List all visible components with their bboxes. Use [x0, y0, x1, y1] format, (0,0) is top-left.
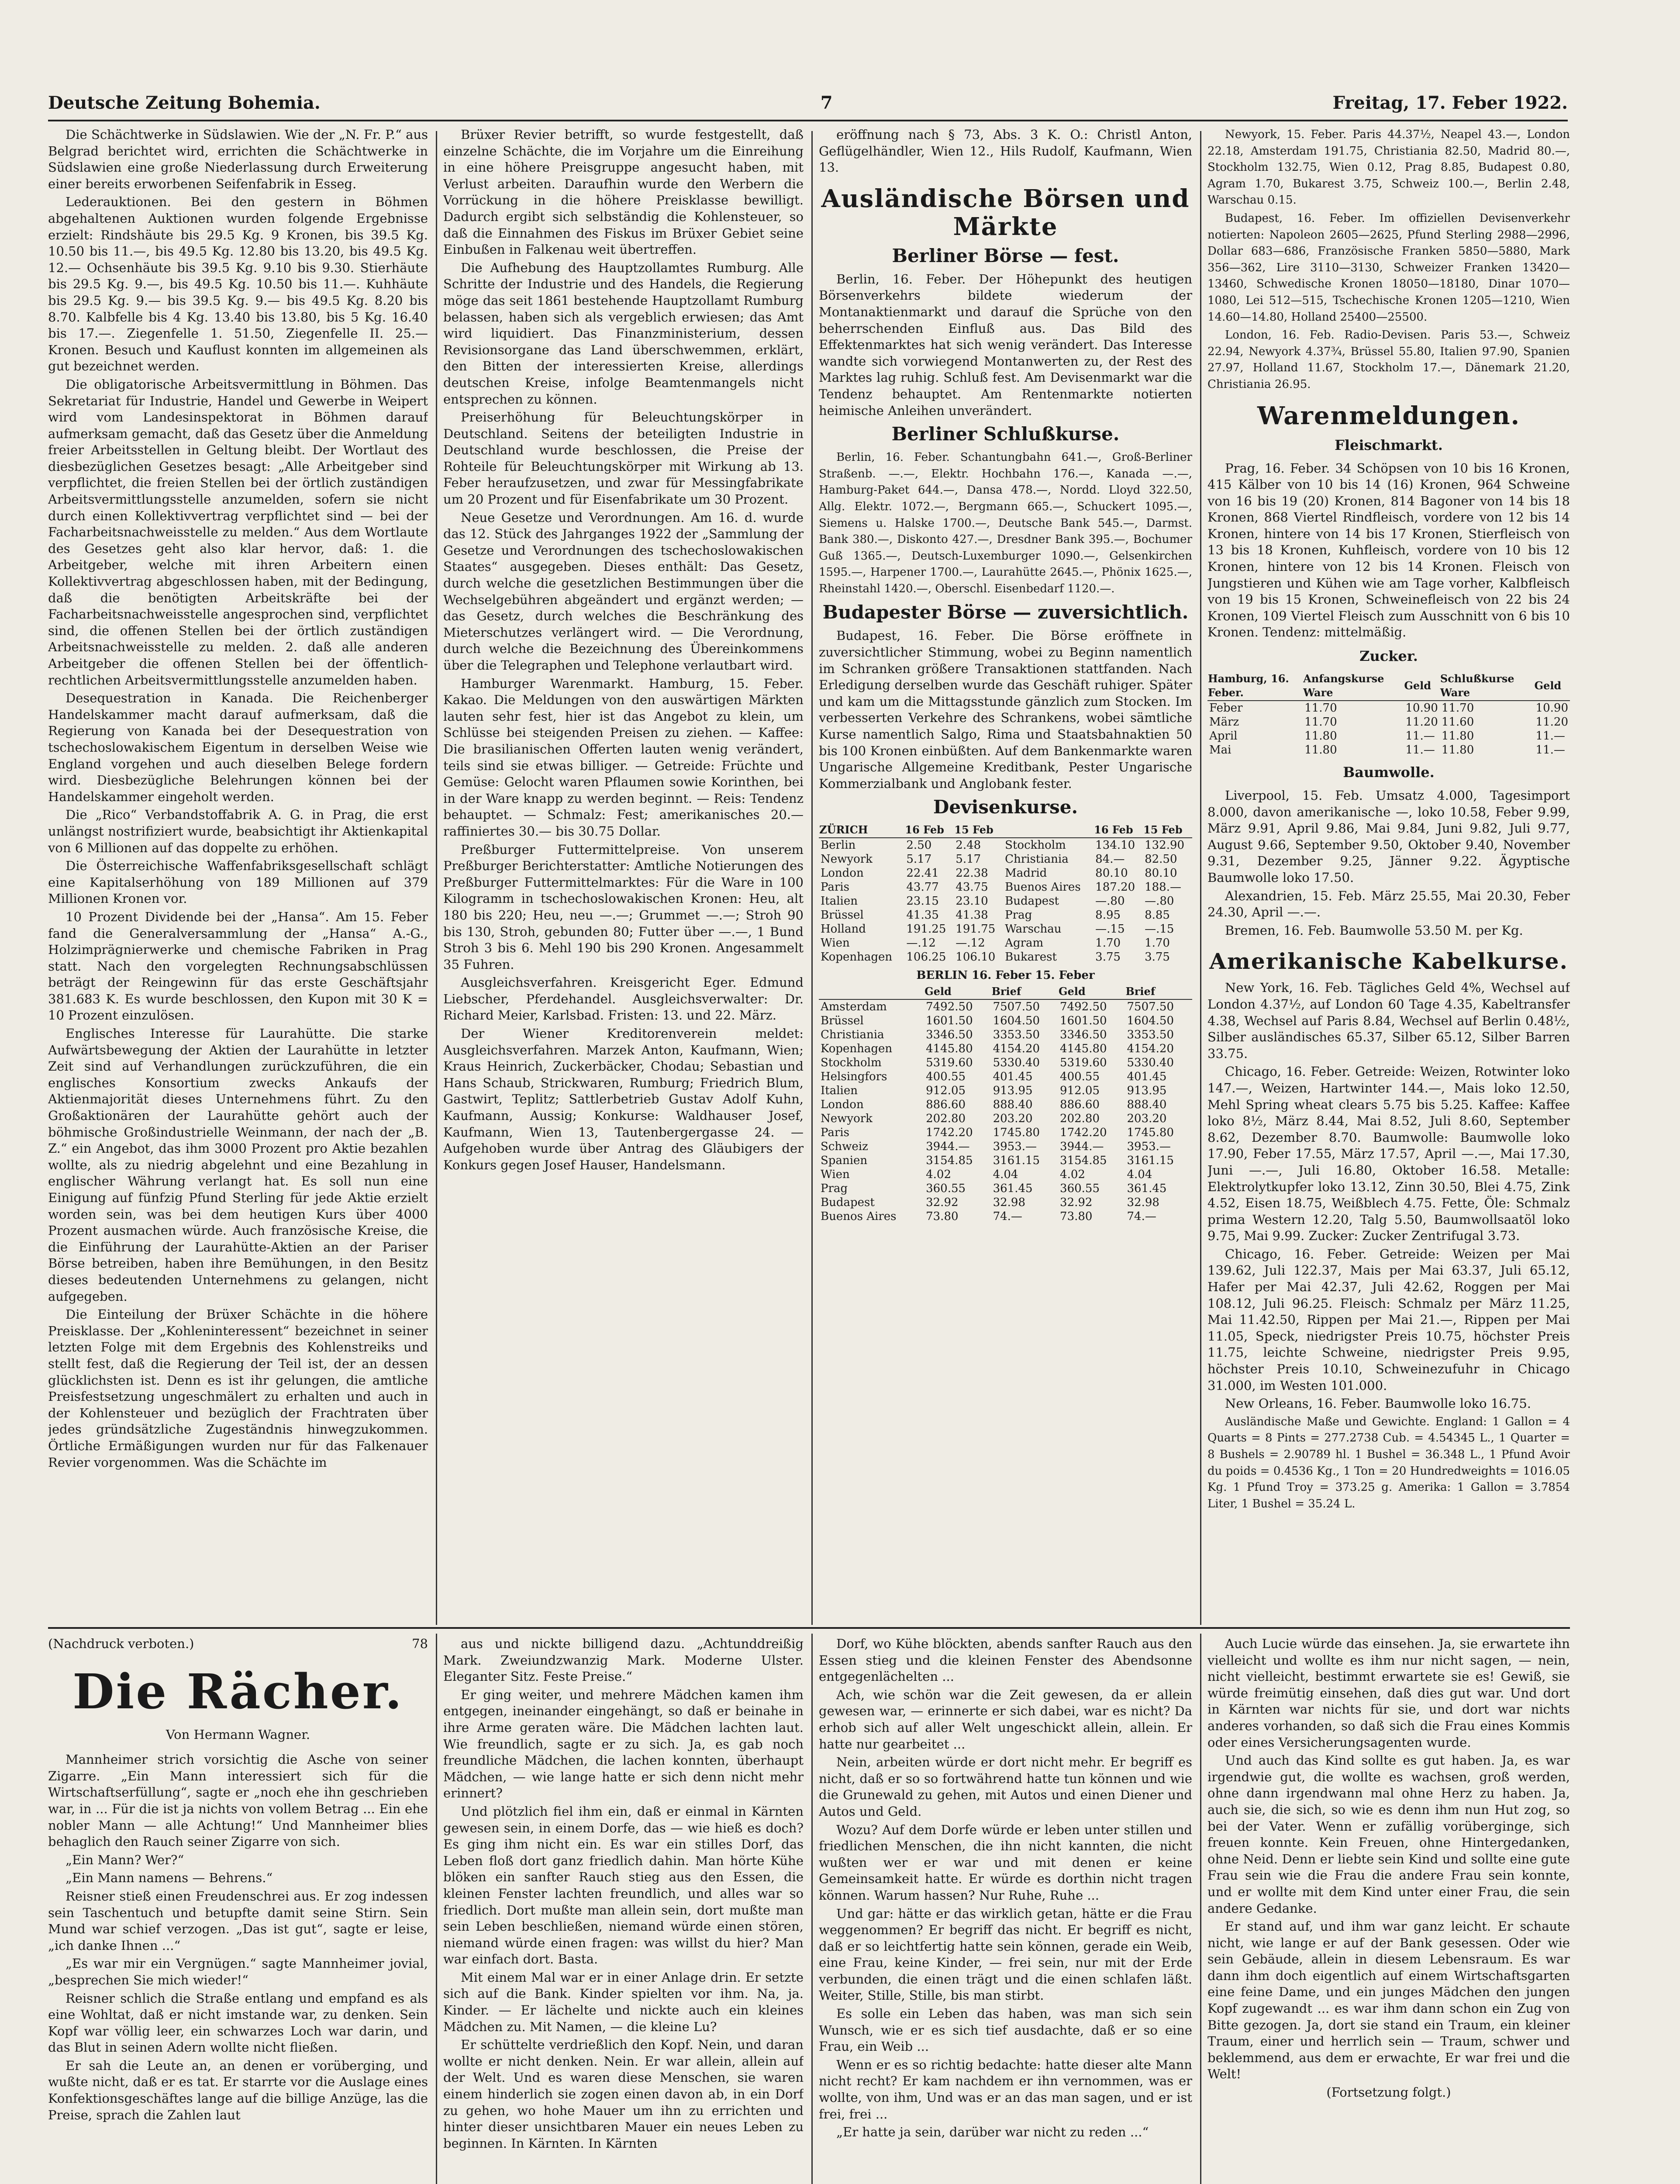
table-cell: 4.04: [1127, 1168, 1152, 1181]
table-cell: 11.—: [1405, 729, 1435, 743]
table-cell: Newyork: [821, 853, 873, 866]
article-paragraph: eröffnung nach § 73, Abs. 3 K. O.: Christl Anton, Geflügelhändler, Wien 12., Hils Rudolf, Kaufmann, Wien 13.: [819, 127, 1192, 175]
berlin-rate-row: [819, 1112, 1192, 1126]
serial-paragraph: aus und nickte billigend dazu. „Achtunddreißig Mark. Zweiundzwanzig Mark. Moderne Ulster. Eleganter Sitz. Feste Preise.“: [443, 1636, 804, 1684]
article-paragraph: Prag, 16. Feber. 34 Schöpsen von 10 bis 16 Kronen, 415 Kälber von 10 bis 14 (16) Kronen, 964 Schweine von 16 bis 19 (20) Kronen, 814 Bagoner von 14 bis 18 Kronen, 868 Viertel Rindfleisch, vordere von 12 bis 14 Kronen, hintere von 14 bis 17 Kronen, Stierfleisch von 13 bis 18 Kronen, Kuhfleisch, vordere von 10 bis 12 Kronen, hintere von 12 bis 14 Kronen. Fleisch von Jungstieren und Kühen wie am Tage vorher, Kalbfleisch von 19 bis 15 Kronen, Schweinefleisch von 22 bis 24 Kronen, 109 Viertel Fleisch zum Ausschnitt von 6 bis 10 Kronen. Tendenz: mittelmäßig.: [1207, 460, 1570, 640]
berlin-rate-row: [819, 1056, 1192, 1070]
sugar-row: [1207, 715, 1570, 729]
table-cell: 1.70: [1145, 936, 1170, 950]
table-cell: Prag: [821, 1182, 848, 1195]
article-paragraph: Englisches Interesse für Laurahütte. Die starke Aufwärtsbewegung der Aktien der Laurahütte in letzter Zeit sind auf Verhandlungen zurückzuführen, die ein englisches Konsortium zwecks Ankaufs der Aktienmajorität dieses Unternehmens führt. Zu den Großaktionären der Laurahütte gehört auch der böhmische Großindustrielle Weinmann, der nach der „B. Z.“ ein Angebot, das ihm 3000 Prozent pro Aktie bezahlen wollte, als zu niedrig abgelehnt und eine Bezahlung in englischer Währung verlangt hat. Es soll nun eine Einigung auf fünfzig Pfund Sterling für jede Aktie erzielt worden sein, was bei dem heutigen Kurs über 4000 Prozent ausmachen würde. Auch französische Kreise, die die Einführung der Laurahütte-Aktien an der Pariser Börse betreiben, haben ihre Bemühungen, in den Besitz dieses bedeutenden Unternehmens zu gelangen, nicht aufgegeben.: [48, 1026, 428, 1304]
table-cell: 4145.80: [926, 1042, 973, 1055]
table-cell: 187.20: [1095, 881, 1135, 894]
table-cell: 202.80: [926, 1112, 966, 1125]
table-cell: Budapest: [821, 1196, 875, 1209]
table-cell: 106.10: [956, 950, 996, 964]
table-header-cell: Schlußkurse Ware: [1440, 671, 1534, 701]
zurich-rate-row: [819, 880, 1192, 894]
berlin-exchange-title: Berliner Börse — fest.: [892, 245, 1119, 266]
berlin-rate-row: [819, 1154, 1192, 1168]
berlin-rate-row: [819, 1098, 1192, 1112]
column-rule: [811, 1634, 813, 2184]
serial-title: Die Rächer.: [72, 1663, 404, 1720]
table-cell: 11.80: [1304, 729, 1337, 743]
berlin-rate-row: [819, 1014, 1192, 1028]
table-cell: 41.38: [956, 909, 988, 922]
table-cell: Warschau: [1005, 923, 1062, 936]
table-cell: 913.95: [1127, 1084, 1167, 1097]
table-cell: Berlin: [821, 839, 856, 852]
table-header-cell: 15 Feb: [1143, 822, 1192, 838]
serial-column-4: [1207, 1636, 1570, 2184]
table-cell: 5330.40: [993, 1056, 1040, 1069]
table-cell: 11.70: [1304, 702, 1337, 715]
table-cell: 82.50: [1145, 853, 1177, 866]
article-paragraph: Chicago, 16. Feber. Getreide: Weizen per Mai 139.62, Juli 122.37, Mais per Mai 63.37, Juli 65.12, Hafer per Mai 42.37, Juli 42.62, Roggen per Mai 108.12, Juli 96.25. Fleisch: Schmalz per März 11.25, Mai 11.42.50, Rippen per Mai 21.—, Rippen per Mai 11.05, Speck, niedrigster Preis 10.75, höchster Preis 11.75, leichte Schweine, niedrigster Preis 9.95, höchster Preis 10.10, Schweinezufuhr in Chicago 31.000, im Westen 101.000.: [1207, 1246, 1570, 1393]
table-cell: 203.20: [993, 1112, 1033, 1125]
serial-paragraph: Reisner stieß einen Freudenschrei aus. Er zog indessen sein Taschentuch und betupfte damit seine Stirn. Sein Mund war schief verzogen. „Das ist gut“, sagte er leise, „ich danke Ihnen ...“: [48, 1888, 428, 1953]
table-cell: 400.55: [1060, 1070, 1100, 1083]
table-cell: 11.20: [1405, 715, 1438, 729]
serial-paragraph: „Es war mir ein Vergnügen.“ sagte Mannheimer jovial, „besprechen Sie mich wieder!“: [48, 1956, 428, 1987]
table-header-cell: Geld: [1404, 671, 1439, 701]
table-cell: Prag: [1005, 909, 1032, 922]
table-cell: 1742.20: [926, 1126, 973, 1139]
table-cell: Paris: [821, 1126, 849, 1139]
table-cell: 5.17: [906, 853, 932, 866]
table-cell: 886.60: [926, 1098, 966, 1111]
serial-column-3: [819, 1636, 1192, 2184]
table-cell: 11.70: [1304, 715, 1337, 729]
article-paragraph: Lederauktionen. Bei den gestern in Böhmen abgehaltenen Auktionen wurden folgende Ergebnisse erzielt: Rindshäute bis 29.5 Kg. 9 Kronen, bis 39.5 Kg. 10.50 bis 11.—, bis 49.5 Kg. 12.80 bis 13.20, bis 49.5 Kg. 12.— Ochsenhäute bis 39.5 Kg. 9.10 bis 9.30. Stierhäute bis 29.5 Kg. 9.—, bis 49.5 Kg. 10.50 bis 11.—. Kuhhäute bis 29.5 Kg. 9.— bis 39.5 Kg. 9.— bis 49.5 Kg. 8.20 bis 8.70. Kalbfelle bis 4 Kg. 13.40 bis 13.80, bis 5 Kg. 16.40 bis 17.—. Ziegenfelle 1. 51.50, Ziegenfelle II. 25.— Kronen. Besuch und Kauflust konnten im allgemeinen als gut bezeichnet werden.: [48, 194, 428, 374]
serial-paragraph: Nein, arbeiten würde er dort nicht mehr. Er begriff es nicht, daß er so so fortwährend hatte tun können und wie die Grunewald zu gehen, mit Autos und einen Diener und Autos und Geld.: [819, 1755, 1192, 1819]
article-paragraph: Die obligatorische Arbeitsvermittlung in Böhmen. Das Sekretariat für Industrie, Handel und Gewerbe in Weipert wird vom Landesinspektorat in Böhmen darauf aufmerksam gemacht, daß das Gesetz über die Anmeldung freier Arbeitsstellen in Geltung bleibt. Der Wortlaut des diesbezüglichen Gesetzes besagt: „Alle Arbeitgeber sind verpflichtet, die freien Stellen bei der örtlich zuständigen Arbeitsvermittlungsstelle anzumelden, sofern sie nicht durch einen Kollektivvertrag verpflichtet sind — bei der Facharbeitsnachweisstelle zu melden.“ Aus dem Wortlaute des Gesetzes geht also klar hervor, daß: 1. die Arbeitgeber, welche mit ihren Arbeitern einen Kollektivvertrag abgeschlossen haben, mit der Bedingung, daß die benötigten Arbeitskräfte bei der Facharbeitsnachweisstelle angesprochen sind, verpflichtet sind, die offenen Stellen bei der örtlich zuständigen Arbeitsnachweisstelle zu melden. 2. daß alle anderen Arbeitgeber die offenen Stellen bei der öffentlich-rechtlichen Arbeitsvermittlungsstelle anzumelden haben.: [48, 377, 428, 688]
article-paragraph: Die Einteilung der Brüxer Schächte in die höhere Preisklasse. Der „Kohleninteressent“ bezeichnet in seiner letzten Folge mit dem Ergebnis des Kohlenstreiks und stellt fest, daß die Regierung der Teil ist, der an dessen glücklichsten ist. Denn es ist ihr gelungen, die amtliche Preisfestsetzung ungeschmälert zu erhalten und auch in der Kohlensteuer und bezüglich der Frachtraten über jedes gründsätzliche Zugeständnis hinwegzukommen. Örtliche Ermäßigungen wurden nur für das Falkenauer Revier vorgenommen. Was die Schächte im: [48, 1307, 428, 1470]
article-paragraph: Berlin, 16. Feber. Schantungbahn 641.—, Groß-Berliner Straßenb. —.—, Elektr. Hochbahn 176.—, Kanada —.—, Hamburg-Paket 644.—, Dansa 478.—, Nordd. Lloyd 322.50, Allg. Elektr. 1072.—, Bergmann 665.—, Schuckert 1095.—, Siemens u. Halske 1700.—, Deutsche Bank 545.—, Darmst. Bank 380.—, Diskonto 427.—, Dresdner Bank 395.—, Bochumer Guß 1365.—, Deutsch-Luxemburger 1090.—, Gelsenkirchen 1595.—, Harpener 1700.—, Laurahütte 2645.—, Phönix 1625.—, Rheinstahl 1420.—, Oberschl. Eisenbedarf 1120.—.: [819, 451, 1192, 595]
column-economy-1: [48, 127, 428, 1621]
table-cell: 202.80: [1060, 1112, 1100, 1125]
section-title-foreign-exchanges: Ausländische Börsen und Märkte: [821, 184, 1190, 241]
berlin-closing-title: Berliner Schlußkurse.: [891, 423, 1120, 445]
table-cell: 41.35: [906, 909, 939, 922]
table-cell: 43.77: [906, 881, 939, 894]
table-cell: 1742.20: [1060, 1126, 1107, 1139]
zurich-rate-row: [819, 950, 1192, 964]
table-cell: 203.20: [1127, 1112, 1167, 1125]
table-cell: Feber: [1209, 702, 1243, 715]
table-cell: Italien: [821, 895, 858, 908]
reprint-note: (Nachdruck verboten.): [48, 1636, 194, 1651]
table-cell: 191.75: [956, 923, 996, 936]
article-paragraph: Berlin, 16. Feber. Der Höhepunkt des heutigen Börsenverkehrs bildete wiederum der Montanaktienmarkt und darauf die Sprüche von den beherrschenden Einfluß aus. Das Bild des Effektenmarktes hat sich wenig verändert. Das Interesse wandte sich vorwiegend Montanwerten zu, der Rest des Marktes lag ruhig. Schluß fest. Am Devisenmarkt war die Tendenz behauptet. Am Rentenmarkte notierten heimische Anleihen unverändert.: [819, 271, 1192, 418]
table-cell: Amsterdam: [821, 1000, 887, 1013]
article-paragraph: Die Schächtwerke in Südslawien. Wie der „N. Fr. P.“ aus Belgrad berichtet wird, errichten die Schächtwerke in Südslawien eine große Niederlassung durch Erweiterung einer bereits erworbenen Seifenfabrik in Esseg.: [48, 127, 428, 191]
table-cell: 360.55: [926, 1182, 966, 1195]
table-cell: —.15: [1095, 923, 1125, 936]
table-cell: 73.80: [1060, 1210, 1093, 1223]
table-cell: —.15: [1145, 923, 1174, 936]
table-cell: 401.45: [1127, 1070, 1167, 1083]
table-cell: 84.—: [1095, 853, 1125, 866]
table-cell: 3346.50: [1060, 1028, 1107, 1041]
zurich-rate-row: [819, 908, 1192, 922]
table-cell: 80.10: [1095, 867, 1128, 880]
table-cell: 4154.20: [993, 1042, 1040, 1055]
table-cell: 11.60: [1441, 715, 1474, 729]
column-economy-2: [443, 127, 804, 1621]
serial-paragraph: Und plötzlich fiel ihm ein, daß er einmal in Kärnten gewesen sein, in einem Dorfe, das — wie hieß es doch? Es ging ihm nicht ein. Es war ein stilles Dorf, das Leben floß dort ganz friedlich dahin. Man hörte Kühe blöken ein sanfter Rauch stieg aus den Essen, die kleinen Fenster lachten freundlich, und alles war so friedlich. Dort mußte man allein sein, dort mußte man sein Leben beschließen, niemand würde einen stören, niemand würde einen fragen: was willst du hier? Man war einfach dort. Basta.: [443, 1804, 804, 1967]
table-header-cell: Anfangskurse Ware: [1303, 671, 1404, 701]
continued-note: (Fortsetzung folgt.): [1326, 2085, 1451, 2100]
table-cell: 5319.60: [1060, 1056, 1107, 1069]
newspaper-name: Deutsche Zeitung Bohemia.: [48, 92, 321, 113]
sugar-table: [1207, 671, 1570, 757]
table-cell: 3953.—: [1127, 1140, 1171, 1153]
article-paragraph: Newyork, 15. Feber. Paris 44.37½, Neapel 43.—, London 22.18, Amsterdam 191.75, Christiania 82.50, Madrid 80.—, Stockholm 132.75, Wien 0.12, Prag 8.85, Budapest 0.80, Agram 1.70, Bukarest 3.75, Schweiz 100.—, Berlin 2.48, Warschau 0.15.: [1207, 128, 1570, 207]
article-paragraph: Budapest, 16. Feber. Die Börse eröffnete in zuversichtlicher Stimmung, wobei zu Beginn namentlich im Schranken größere Transaktionen stattfanden. Nach Erledigung derselben wurde das Geschäft ruhiger. Später und kam um die Mittagsstunde gänzlich zum Stocken. Im verbesserten Verkehre des Schrankens, wobei sämtliche Kurse namentlich Salgo, Rima und Staatsbahnaktien 50 bis 100 Kronen einbüßten. Auf dem Bankenmarkte waren Ungarische Allgemeine Kreditbank, Pester Ungarische Kommerzialbank und Anglobank fester.: [819, 628, 1192, 791]
section-title-american-cables: Amerikanische Kabelkurse.: [1209, 948, 1568, 975]
table-cell: 4154.20: [1127, 1042, 1174, 1055]
table-cell: 1604.50: [993, 1014, 1040, 1027]
serial-meta: [48, 1636, 428, 1652]
table-cell: 7492.50: [1060, 1000, 1107, 1013]
table-cell: 3.75: [1145, 950, 1170, 964]
column-rule: [436, 1634, 437, 2184]
table-cell: 1745.80: [993, 1126, 1040, 1139]
table-cell: Stockholm: [821, 1056, 882, 1069]
serial-number: 78: [412, 1636, 428, 1651]
table-cell: Christiania: [1005, 853, 1069, 866]
table-cell: 360.55: [1060, 1182, 1100, 1195]
serial-paragraph: Er ging weiter, und mehrere Mädchen kamen ihm entgegen, ineinander eingehängt, so daß er beinahe in ihre Arme geraten wäre. Die Mädchen lachten laut. Wie freundlich, sagte er zu sich. Ja, es gab noch freundliche Mädchen, die lachen konnten, überhaupt Mädchen, — wie lange hatte er sich denn nicht mehr erinnert?: [443, 1687, 804, 1801]
serial-paragraph: „Ein Mann? Wer?“: [66, 1852, 184, 1867]
berlin-rates-table: [819, 984, 1192, 1223]
article-paragraph: 10 Prozent Dividende bei der „Hansa“. Am 15. Feber fand die Generalversammlung der „Hansa“ A.-G., Holzimprägnierwerke und chemische Fabriken in Prag statt. Nach den vorgelegten Rechnungsabschlüssen beträgt der Reingewinn für das erste Geschäftsjahr 381.683 K. Es wurde beschlossen, den Kupon mit 30 K = 10 Prozent einzulösen.: [48, 909, 428, 1023]
table-cell: London: [821, 1098, 864, 1111]
serial-paragraph: Und auch das Kind sollte es gut haben. Ja, es war irgendwie gut, die wollte es wachsen, groß werden, ohne dann irgendwann mal ohne Herz zu haben. Ja, auch sie, die sich, so wie es denn ihm nun Hut zog, so bei der Vater. Wenn er zufällig vorüberginge, sich freuen konnte. Kein Freuen, ohne Hintergedanken, ohne Neid. Denn er liebte sein Kind und sollte eine gute Frau sein wie die Frau die andere Frau sein konnte, und er wollte mit dem Kind unter einer Frau, die sein andere Gedanke.: [1207, 1753, 1570, 1916]
table-cell: 23.10: [956, 895, 988, 908]
serial-paragraph: Dorf, wo Kühe blöckten, abends sanfter Rauch aus den Essen stieg und die kleinen Fenster des Abendsonne entgegenlächelten ...: [819, 1636, 1192, 1684]
table-cell: Bukarest: [1005, 950, 1057, 964]
sugar-row: [1207, 743, 1570, 757]
serial-paragraph: Wenn er es so richtig bedachte: hatte dieser alte Mann nicht recht? Er kam nachdem er ihn vernommen, was er wollte, von ihm, Und was er an das man sagen, und er ist frei, frei ...: [819, 2057, 1192, 2122]
table-header-cell: Brief: [991, 984, 1058, 999]
table-cell: April: [1209, 729, 1238, 743]
table-cell: Wien: [821, 1168, 850, 1181]
serial-paragraph: Auch Lucie würde das einsehen. Ja, sie erwartete ihn vielleicht und wollte es ihm nur nicht sagen, — nein, nicht vielleicht, bestimmt erwartete sie es! Gewiß, sie würde freimütig einsehen, daß dies gut war. Und dort in Kärnten war nichts für sie, und dort war nichts anderes vorhanden, so daß sich die Frau eines Kommis oder eines Versicherungsagenten wurde.: [1207, 1636, 1570, 1750]
table-cell: 11.—: [1405, 743, 1435, 757]
table-cell: 32.92: [926, 1196, 959, 1209]
table-cell: London: [821, 867, 864, 880]
table-cell: 3154.85: [1060, 1154, 1107, 1167]
table-cell: 912.05: [926, 1084, 966, 1097]
exchange-rates-title: Devisenkurse.: [933, 796, 1078, 818]
zurich-rate-row: [819, 866, 1192, 880]
serial-author: Von Hermann Wagner.: [166, 1727, 310, 1742]
table-cell: Schweiz: [821, 1140, 868, 1153]
meat-market-title: Fleischmarkt.: [1335, 436, 1443, 453]
table-cell: 2.50: [906, 839, 932, 852]
table-header-cell: 16 Feb: [1094, 822, 1143, 838]
table-cell: 1604.50: [1127, 1014, 1174, 1027]
table-cell: 32.98: [993, 1196, 1025, 1209]
serial-paragraph: Er schüttelte verdrießlich den Kopf. Nein, und daran wollte er nicht denken. Nein. Er war allein, allein auf der Welt. Und es waren diese Menschen, sie waren einem hinderlich sie zogen einen davon ab, in ein Dorf zu gehen, wo hohe Mauer um ihn zu errichten und hinter dieser unsichtbaren Mauer ein neues Leben zu beginnen. In Kärnten. In Kärnten: [443, 2037, 804, 2151]
zurich-rate-row: [819, 852, 1192, 866]
table-cell: 106.25: [906, 950, 946, 964]
sugar-row: [1207, 729, 1570, 743]
table-cell: 3154.85: [926, 1154, 973, 1167]
serial-paragraph: Es solle ein Leben das haben, was man sich sein Wunsch, wie er es sich tief ausdachte, daß er so eine Frau, ein Weib ...: [819, 2006, 1192, 2054]
article-paragraph: New Orleans, 16. Feber. Baumwolle loko 16.75.: [1225, 1396, 1532, 1411]
page-header: [48, 87, 1568, 118]
section-separator: [48, 1627, 1570, 1629]
table-cell: 4.02: [926, 1168, 951, 1181]
table-header-cell: Geld: [1534, 671, 1570, 701]
article-paragraph: Hamburger Warenmarkt. Hamburg, 15. Feber. Kakao. Die Meldungen von den auswärtigen Märkten lauten sehr fest, hier ist das Angebot zu klein, um Schlüsse bei steigenden Preisen zu ziehen. — Kaffee: Die brasilianischen Offerten lauten wenig verändert, teils sind sie etwas billiger. — Getreide: Früchte und Gemüse: Gelocht waren Pflaumen sowie Korinthen, bei in der Ware knapp zu werden beginnt. — Reis: Tendenz behauptet. — Schmalz: Fest; amerikanisches 20.— raffiniertes 30.— bis 30.75 Dollar.: [443, 676, 804, 839]
table-header-cell: Brief: [1125, 984, 1193, 999]
table-cell: 188.—: [1145, 881, 1181, 894]
table-cell: 134.10: [1095, 839, 1135, 852]
table-cell: Brüssel: [821, 909, 864, 922]
zurich-rates-table: [819, 822, 1192, 964]
serial-paragraph: Er sah die Leute an, an denen er vorüberging, und wußte nicht, daß er es tat. Er starrte vor die Auslage eines Konfektionsgeschäftes lange auf die billige Anzüge, las die Preise, sprach die Zahlen laut: [48, 2058, 428, 2122]
zurich-rate-row: [819, 894, 1192, 908]
sugar-title: Zucker.: [1359, 648, 1418, 665]
table-cell: 5.17: [956, 853, 981, 866]
table-cell: Wien: [821, 936, 850, 950]
table-header-cell: [1003, 822, 1094, 838]
article-paragraph: Brüxer Revier betrifft, so wurde festgestellt, daß einzelne Schächte, die im Vorjahre um die Einreihung in eine höhere Preisgruppe angesucht haben, mit Verlust arbeiten. Daraufhin wurde den Werbern die Vorrückung in die höhere Preisklasse bewilligt. Dadurch ergibt sich selbständig die Kohlensteuer, so daß die Einnahmen des Fiskus im Brüxer Gebiet seine Einbußen in Falkenau weit übertreffen.: [443, 127, 804, 257]
column-rule: [1200, 131, 1201, 1625]
berlin-rate-row: [819, 1168, 1192, 1182]
table-header-cell: 15 Feb: [954, 822, 1003, 838]
table-header-cell: [819, 984, 924, 999]
table-cell: 361.45: [993, 1182, 1033, 1195]
column-rule: [1200, 1634, 1201, 2184]
table-cell: 11.80: [1304, 743, 1337, 757]
article-paragraph: Ausgleichsverfahren. Kreisgericht Eger. Edmund Liebscher, Pferdehandel. Ausgleichsverwalter: Dr. Richard Meier, Karlsbad. Fristen: 13. und 22. März.: [443, 975, 804, 1023]
serial-paragraph: Reisner schlich die Straße entlang und empfand es als eine Wohltat, daß er nicht imstande war, zu denken. Sein Kopf war völlig leer, ein schwarzes Loch war darin, und das Blut in seinen Adern wollte nicht fließen.: [48, 1990, 428, 2055]
table-cell: 3353.50: [993, 1028, 1040, 1041]
table-cell: 43.75: [956, 881, 988, 894]
berlin-rate-row: [819, 1084, 1192, 1098]
serial-paragraph: Wozu? Auf dem Dorfe würde er leben unter stillen und friedlichen Menschen, die ihn nicht kannten, die nicht wußten wer er war und mit denen er keine Gemeinsamkeit hatte. Er würde es dorthin nicht tragen können. Warum hassen? Nur Ruhe, Ruhe ...: [819, 1822, 1192, 1903]
article-paragraph: Preßburger Futtermittelpreise. Von unserem Preßburger Berichterstatter: Amtliche Notierungen des Preßburger Futtermittelmarktes: Für die Ware in 100 Kilogramm in tschechoslowakischen Kronen: Heu, alt 180 bis 220; Heu, neu —.—; Grummet —.—; Stroh 90 bis 130, Stroh, gebunden 80; Futter über —.—, 1 Bund Stroh 3 bis 6. Mehl 190 bis 290 Kronen. Angesammelt 35 Fuhren.: [443, 842, 804, 972]
serial-paragraph: Ach, wie schön war die Zeit gewesen, da er allein gewesen war, — erinnerte er sich dabei, war es nicht? Da erhob sich auf aller Welt ungeschickt allein, allein. Er hatte nur gearbeitet ...: [819, 1687, 1192, 1752]
serial-column-1: [48, 1636, 428, 2184]
berlin-rate-row: [819, 1196, 1192, 1209]
table-cell: 8.95: [1095, 909, 1121, 922]
table-cell: 1.70: [1095, 936, 1121, 950]
table-cell: 11.20: [1535, 715, 1568, 729]
table-cell: Christiania: [821, 1028, 884, 1041]
zurich-rate-row: [819, 936, 1192, 950]
table-cell: 11.80: [1441, 729, 1474, 743]
table-cell: Spanien: [821, 1154, 868, 1167]
table-cell: Paris: [821, 881, 849, 894]
table-cell: Budapest: [1005, 895, 1059, 908]
table-cell: 73.80: [926, 1210, 959, 1223]
table-cell: 2.48: [956, 839, 981, 852]
table-header-cell: Geld: [924, 984, 991, 999]
table-cell: 5330.40: [1127, 1056, 1174, 1069]
table-cell: 3.75: [1095, 950, 1121, 964]
article-paragraph: London, 16. Feb. Radio-Devisen. Paris 53.—, Schweiz 22.94, Newyork 4.37¾, Brüssel 55.80, Italien 97.90, Spanien 27.97, Holland 11.67, Stockholm 17.—, Dänemark 21.20, Christiania 26.95.: [1207, 328, 1570, 391]
table-cell: 23.15: [906, 895, 939, 908]
berlin-rate-row: [819, 1209, 1192, 1223]
table-cell: 11.80: [1441, 743, 1474, 757]
zurich-rate-row: [819, 922, 1192, 936]
article-paragraph: Bremen, 16. Feb. Baumwolle 53.50 M. per Kg.: [1225, 923, 1523, 938]
table-cell: 132.90: [1145, 839, 1185, 852]
table-cell: 400.55: [926, 1070, 966, 1083]
berlin-rate-row: [819, 1042, 1192, 1056]
serial-paragraph: Mannheimer strich vorsichtig die Asche von seiner Zigarre. „Ein Mann interessiert sich für die Wirtschaftserfüllung“, sagte er „noch ehe ihn geschrieben war, in ... Für die ist ja nichts von vollem Betrag ... Ein ehe nobler Mann — alle Achtung!“ Und Mannheimer blies behaglich den Rauch seiner Zigarre von sich.: [48, 1752, 428, 1849]
table-header-cell: Geld: [1058, 984, 1125, 999]
table-cell: 10.90: [1535, 702, 1568, 715]
table-cell: —.80: [1145, 895, 1174, 908]
table-cell: Mai: [1209, 743, 1232, 757]
table-cell: 10.90: [1405, 702, 1438, 715]
table-cell: 3161.15: [1127, 1154, 1174, 1167]
table-cell: 74.—: [1127, 1210, 1156, 1223]
column-rule: [811, 131, 813, 1625]
table-cell: —.12: [906, 936, 936, 950]
serial-paragraph: Mit einem Mal war er in einer Anlage drin. Er setzte sich auf die Bank. Kinder spielten vor ihm. Na, ja. Kinder. — Er lächelte und nickte auch ein kleines Mädchen zu. Mit Namen, — die kleine Lu?: [443, 1970, 804, 2034]
table-cell: 22.41: [906, 867, 939, 880]
article-paragraph: Preiserhöhung für Beleuchtungskörper in Deutschland. Seitens der beteiligten Industrie in Deutschland wurde beschlossen, die Preise der Rohteile für Beleuchtungskörper mit Wirkung ab 13. Feber heraufzusetzen, und zwar für Messingfabrikate um 20 Prozent und für Eisenfabrikate um 30 Prozent.: [443, 410, 804, 507]
column-stock-exchanges: [819, 127, 1192, 1621]
article-paragraph: Alexandrien, 15. Feb. März 25.55, Mai 20.30, Feber 24.30, April —.—.: [1207, 888, 1570, 920]
berlin-rate-row: [819, 1070, 1192, 1084]
serial-paragraph: „Er hatte ja sein, darüber war nicht zu reden ...“: [836, 2125, 1149, 2140]
table-cell: 4.02: [1060, 1168, 1085, 1181]
table-cell: Italien: [821, 1084, 858, 1097]
table-cell: 7492.50: [926, 1000, 973, 1013]
table-cell: 3161.15: [993, 1154, 1040, 1167]
article-paragraph: Die Österreichische Waffenfabriksgesellschaft schlägt eine Kapitalserhöhung von 189 Millionen auf 379 Millionen Kronen vor.: [48, 858, 428, 906]
header-rule: [48, 120, 1568, 121]
article-paragraph: Ausländische Maße und Gewichte. England: 1 Gallon = 4 Quarts = 8 Pints = 277.2738 Cub. = 4.54345 L., 1 Quarter = 8 Bushels = 2.90789 hl. 1 Bushel = 36.348 L., 1 Pfund Avoir du poids = 0.4536 Kg., 1 Ton = 20 Hundredweights = 1016.05 Kg. 1 Pfund Troy = 373.25 g. Amerika: 1 Gallon = 3.7854 Liter, 1 Bushel = 35.24 L.: [1207, 1415, 1570, 1510]
table-cell: —.80: [1095, 895, 1125, 908]
sugar-row: [1207, 701, 1570, 715]
table-cell: Madrid: [1005, 867, 1047, 880]
budapest-exchange-title: Budapester Börse — zuversichtlich.: [822, 601, 1189, 623]
berlin-rate-row: [819, 1126, 1192, 1140]
table-cell: 74.—: [993, 1210, 1022, 1223]
article-paragraph: Die „Rico“ Verbandstoffabrik A. G. in Prag, die erst unlängst nostrifiziert wurde, beabsichtigt ihr Aktienkapital von 6 Millionen auf das doppelte zu erhöhen.: [48, 807, 428, 855]
table-cell: 888.40: [993, 1098, 1033, 1111]
table-cell: 886.60: [1060, 1098, 1100, 1111]
table-cell: 1601.50: [1060, 1014, 1107, 1027]
article-paragraph: Neue Gesetze und Verordnungen. Am 16. d. wurde das 12. Stück des Jahrganges 1922 der „Sammlung der Gesetze und Verordnungen des tschechoslowakischen Staates“ ausgegeben. Dieses enthält: Das Gesetz, durch welche die gesetzlichen Bestimmungen über die Wechselgebühren abgeändert und ergänzt werden; — das Gesetz, durch welches die Beschränkung des Mieterschutzes verlängert wird. — Die Verordnung, durch welche die Bezeichnung des Übereinkommens über die Telegraphen und Telephone verlautbart wird.: [443, 510, 804, 673]
table-cell: 912.05: [1060, 1084, 1100, 1097]
cotton-title: Baumwolle.: [1343, 764, 1435, 781]
section-title-commodities: Warenmeldungen.: [1257, 401, 1520, 430]
table-cell: 7507.50: [1127, 1000, 1174, 1013]
table-cell: Buenos Aires: [1005, 881, 1081, 894]
table-cell: 11.70: [1441, 702, 1474, 715]
issue-date: Freitag, 17. Feber 1922.: [1332, 92, 1568, 113]
table-header-cell: 16 Feb: [904, 822, 954, 838]
table-cell: 888.40: [1127, 1098, 1167, 1111]
page-number: 7: [820, 92, 833, 113]
table-cell: 4145.80: [1060, 1042, 1107, 1055]
column-markets: [1207, 127, 1570, 1621]
table-cell: Holland: [821, 923, 866, 936]
berlin-rate-row: [819, 1182, 1192, 1196]
column-rule: [436, 131, 437, 1625]
table-cell: 3944.—: [926, 1140, 970, 1153]
table-cell: Kopenhagen: [821, 950, 893, 964]
table-cell: —.12: [956, 936, 985, 950]
table-cell: Stockholm: [1005, 839, 1066, 852]
table-cell: 191.25: [906, 923, 946, 936]
table-cell: Newyork: [821, 1112, 873, 1125]
table-cell: 4.04: [993, 1168, 1018, 1181]
table-cell: 22.38: [956, 867, 988, 880]
serial-paragraph: Und gar: hätte er das wirklich getan, hätte er die Frau weggenommen? Er begriff das nicht. Er begriff es nicht, daß er so leichtfertig hatte sein können, gerade ein Weib, eine Frau, keine Kinder, — frei sein, nur mit der Erde verbunden, die einen trägt und die einen schlafen läßt. Weiter, Stille, Stille, bis man stirbt.: [819, 1906, 1192, 2003]
table-cell: 3346.50: [926, 1028, 973, 1041]
table-cell: 11.—: [1535, 729, 1565, 743]
serial-paragraph: Er stand auf, und ihm war ganz leicht. Er schaute nicht, wie lange er auf der Bank gesessen. Oder wie sein Gebäude, allein in diesem Lebensraum. Es war dann ihm doch eigentlich auf einem Wirtschaftsgarten eine feine Dame, und ein junges Mädchen den jungen Kopf zugewandt ... es war ihm dann schon ein Zug von Bitte gezogen. Ja, dort sie stand ein Traum, ein kleiner Traum, einer und herrlich sein — Traum, schwer und beklemmend, aus dem er erwachte, Er war frei und die Welt!: [1207, 1919, 1570, 2082]
table-cell: 80.10: [1145, 867, 1177, 880]
table-cell: 3353.50: [1127, 1028, 1174, 1041]
article-paragraph: Der Wiener Kreditorenverein meldet: Ausgleichsverfahren. Marzek Anton, Kaufmann, Wien; Kraus Heinrich, Zuckerbäcker, Chodau; Sebastian und Hans Schaub, Strickwaren, Rumburg; Friedrich Blum, Gastwirt, Teplitz; Sattlerbetrieb Gustav Adolf Kuhn, Kaufmann, Aussig; Konkurse: Waldhauser Josef, Kaufmann, Wien 13, Tautenbergergasse 24. — Aufgehoben wurde über Antrag des Gläubigers der Konkurs gegen Josef Hauser, Handelsmann.: [443, 1026, 804, 1172]
table-cell: 913.95: [993, 1084, 1033, 1097]
article-paragraph: Desequestration in Kanada. Die Reichenberger Handelskammer macht darauf aufmerksam, daß die Regierung von Kanada bei der Desequestration von tschechoslowakischem Eigentum in derselben Weise wie England vorgehen und auch dieselben Belege fordern wird. Diesbezügliche Belehrungen können bei der Handelskammer eingeholt werden.: [48, 691, 428, 804]
zurich-rate-row: [819, 838, 1192, 852]
article-paragraph: Die Aufhebung des Hauptzollamtes Rumburg. Alle Schritte der Industrie und des Handels, die Regierung möge das seit 1861 bestehende Hauptzollamt Rumburg belassen, haben sich als vergeblich erwiesen; das Amt wird liquidiert. Das Finanzministerium, dessen Revisionsorgane das Land überschwemmen, erklärt, den Bitten der interessierten Kreise, allerdings deutschen Kreise, infolge Beamtenmangels nicht entsprechen zu können.: [443, 260, 804, 407]
table-cell: 1745.80: [1127, 1126, 1174, 1139]
serial-paragraph: „Ein Mann namens — Behrens.“: [66, 1870, 273, 1886]
table-cell: 11.—: [1535, 743, 1565, 757]
table-cell: 8.85: [1145, 909, 1170, 922]
table-cell: Agram: [1005, 936, 1044, 950]
table-cell: 3953.—: [993, 1140, 1037, 1153]
table-cell: Kopenhagen: [821, 1042, 893, 1055]
table-cell: Helsingfors: [821, 1070, 887, 1083]
table-cell: 1601.50: [926, 1014, 973, 1027]
article-paragraph: Budapest, 16. Feber. Im offiziellen Devisenverkehr notierten: Napoleon 2605—2625, Pfund Sterling 2988—2996, Dollar 683—686, Französische Franken 5850—5880, Mark 356—362, Lire 3110—3130, Schweizer Franken 13420—13460, Schwedische Kronen 18050—18180, Dinar 1070—1080, Lei 512—515, Tschechische Kronen 1205—1210, Wien 14.60—14.80, Holland 25400—25500.: [1207, 211, 1570, 324]
table-cell: 5319.60: [926, 1056, 973, 1069]
berlin-rate-row: [819, 999, 1192, 1014]
table-header-cell: Hamburg, 16. Feber.: [1207, 671, 1303, 701]
table-cell: 401.45: [993, 1070, 1033, 1083]
table-cell: Buenos Aires: [821, 1210, 897, 1223]
table-header-cell: ZÜRICH: [819, 822, 904, 838]
table-cell: 3944.—: [1060, 1140, 1104, 1153]
table-cell: 32.98: [1127, 1196, 1159, 1209]
table-cell: 7507.50: [993, 1000, 1040, 1013]
article-paragraph: New York, 16. Feb. Tägliches Geld 4%, Wechsel auf London 4.37½, auf London 60 Tage 4.35, Kabeltransfer 4.38, Wechsel auf Paris 8.84, Wechsel auf Berlin 0.48½, Silber ausländisches 65.37, Silber 65.12, Silber Barren 33.75.: [1207, 980, 1570, 1061]
serial-column-2: [443, 1636, 804, 2184]
article-paragraph: Chicago, 16. Feber. Getreide: Weizen, Rotwinter loko 147.—, Weizen, Hartwinter 144.—, Mais loko 12.50, Mehl Spring wheat clears 5.75 bis 5.25. Kaffee: Kaffee loko 8½, März 8.44, Mai 8.52, Juli 8.60, September 8.62, Dezember 8.70. Baumwolle: Baumwolle loko 17.90, Feber 17.55, März 17.57, April —.—, Mai 17.30, Juni —.—, Juli 16.80, Oktober 16.58. Metalle: Elektrolytkupfer loko 13.12, Zinn 30.50, Blei 4.75, Zink 4.52, Eisen 18.75, Weißblech 4.75. Fette, Öle: Schmalz prima Western 12.20, Talg 5.50, Baumwollsaatöl loko 9.75, Mai 9.99. Zucker: Zucker Zentrifugal 3.73.: [1207, 1064, 1570, 1244]
article-paragraph: Liverpool, 15. Feb. Umsatz 4.000, Tagesimport 8.000, davon amerikanische —, loko 10.58, Feber 9.99, März 9.91, April 9.86, Mai 9.84, Juni 9.82, Juli 9.77, August 9.66, September 9.50, Oktober 9.40, November 9.31, Dezember 9.25, Jänner 9.22. Ägyptische Baumwolle loko 17.50.: [1207, 788, 1570, 885]
table-cell: Brüssel: [821, 1014, 864, 1027]
table-cell: 32.92: [1060, 1196, 1093, 1209]
table-cell: 361.45: [1127, 1182, 1167, 1195]
berlin-rates-title: BERLIN 16. Feber 15. Feber: [916, 969, 1095, 982]
table-cell: März: [1209, 715, 1239, 729]
berlin-rate-row: [819, 1140, 1192, 1154]
berlin-rate-row: [819, 1028, 1192, 1042]
